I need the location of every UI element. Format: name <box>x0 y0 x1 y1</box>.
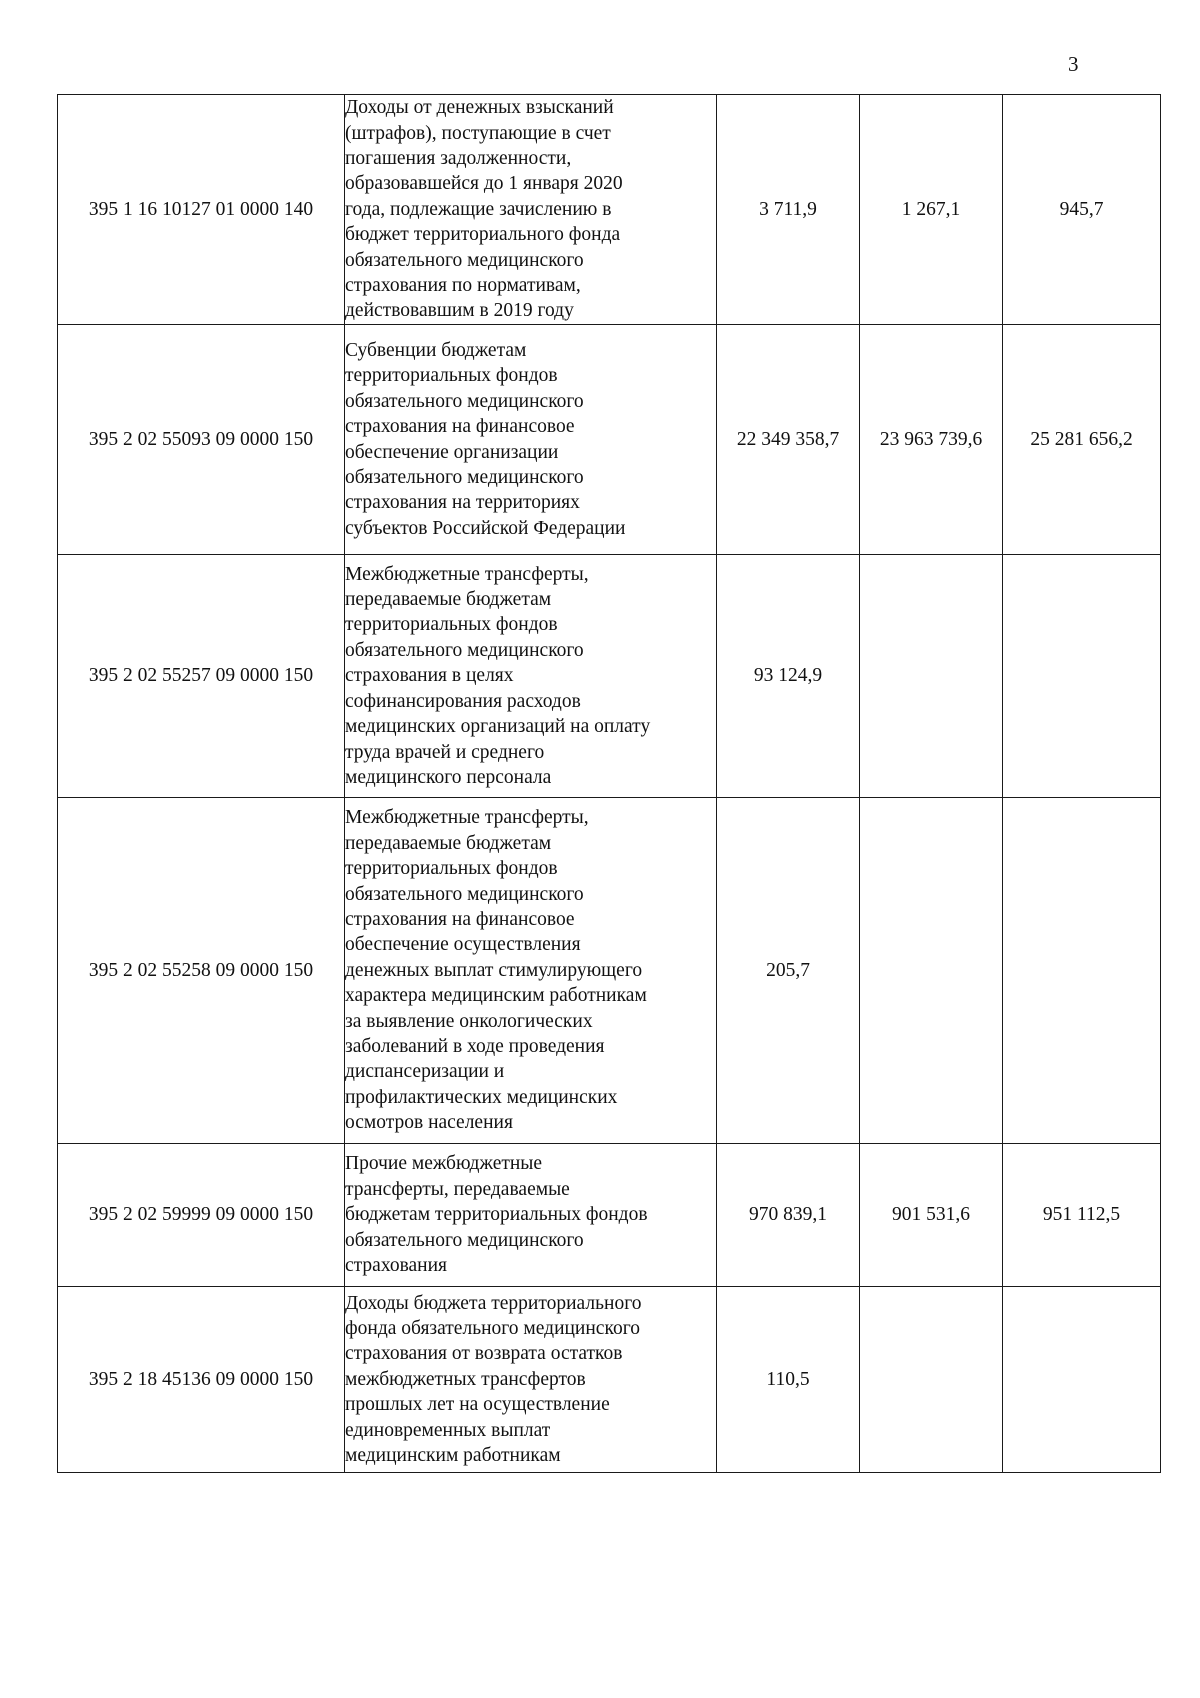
amount-column-3-cell <box>1003 555 1161 798</box>
budget-code-cell: 395 2 02 55257 09 0000 150 <box>58 555 345 798</box>
amount-column-1-cell: 22 349 358,7 <box>717 325 860 555</box>
amount-column-1-cell: 205,7 <box>717 798 860 1144</box>
table-row <box>58 1287 1161 1473</box>
amount-column-3-cell: 945,7 <box>1003 95 1161 325</box>
revenue-description-cell: Субвенции бюджетам территориальных фондов обязательного медицинского страхования на финансовое обеспечение организации обязательного медицинского страхования на территориях субъектов Российской Федерации <box>345 325 717 555</box>
amount-column-2-cell: 901 531,6 <box>860 1144 1003 1287</box>
revenue-description-cell: Доходы от денежных взысканий (штрафов), поступающие в счет погашения задолженности, образовавшейся до 1 января 2020 года, подлежащие зачислению в бюджет территориального фонда обязательного медицинского страхования по нормативам, действовавшим в 2019 году <box>345 95 717 325</box>
amount-column-2-cell: 1 267,1 <box>860 95 1003 325</box>
table-row <box>58 325 1161 555</box>
amount-column-3-cell <box>1003 1287 1161 1473</box>
amount-column-3-cell: 25 281 656,2 <box>1003 325 1161 555</box>
amount-column-1-cell: 110,5 <box>717 1287 860 1473</box>
budget-code-cell: 395 2 02 55093 09 0000 150 <box>58 325 345 555</box>
table-row <box>58 1144 1161 1287</box>
budget-code-cell: 395 2 02 55258 09 0000 150 <box>58 798 345 1144</box>
budget-revenue-table <box>57 94 1161 1473</box>
page-number: 3 <box>1068 52 1079 76</box>
amount-column-3-cell: 951 112,5 <box>1003 1144 1161 1287</box>
table-row <box>58 555 1161 798</box>
amount-column-1-cell: 93 124,9 <box>717 555 860 798</box>
amount-column-2-cell <box>860 1287 1003 1473</box>
amount-column-3-cell <box>1003 798 1161 1144</box>
revenue-description-cell: Доходы бюджета территориального фонда обязательного медицинского страхования от возврата остатков межбюджетных трансфертов прошлых лет на осуществление единовременных выплат медицинским работникам <box>345 1287 717 1473</box>
amount-column-2-cell: 23 963 739,6 <box>860 325 1003 555</box>
amount-column-2-cell <box>860 798 1003 1144</box>
amount-column-1-cell: 3 711,9 <box>717 95 860 325</box>
budget-code-cell: 395 2 18 45136 09 0000 150 <box>58 1287 345 1473</box>
budget-code-cell: 395 1 16 10127 01 0000 140 <box>58 95 345 325</box>
table-row <box>58 798 1161 1144</box>
revenue-description-cell: Межбюджетные трансферты, передаваемые бюджетам территориальных фондов обязательного медицинского страхования в целях софинансирования расходов медицинских организаций на оплату труда врачей и среднего медицинского персонала <box>345 555 717 798</box>
amount-column-2-cell <box>860 555 1003 798</box>
revenue-description-cell: Прочие межбюджетные трансферты, передаваемые бюджетам территориальных фондов обязательного медицинского страхования <box>345 1144 717 1287</box>
amount-column-1-cell: 970 839,1 <box>717 1144 860 1287</box>
revenue-description-cell: Межбюджетные трансферты, передаваемые бюджетам территориальных фондов обязательного медицинского страхования на финансовое обеспечение осуществления денежных выплат стимулирующего характера медицинским работникам за выявление онкологических заболеваний в ходе проведения диспансеризации и профилактических медицинских осмотров населения <box>345 798 717 1144</box>
budget-code-cell: 395 2 02 59999 09 0000 150 <box>58 1144 345 1287</box>
table-row <box>58 95 1161 325</box>
